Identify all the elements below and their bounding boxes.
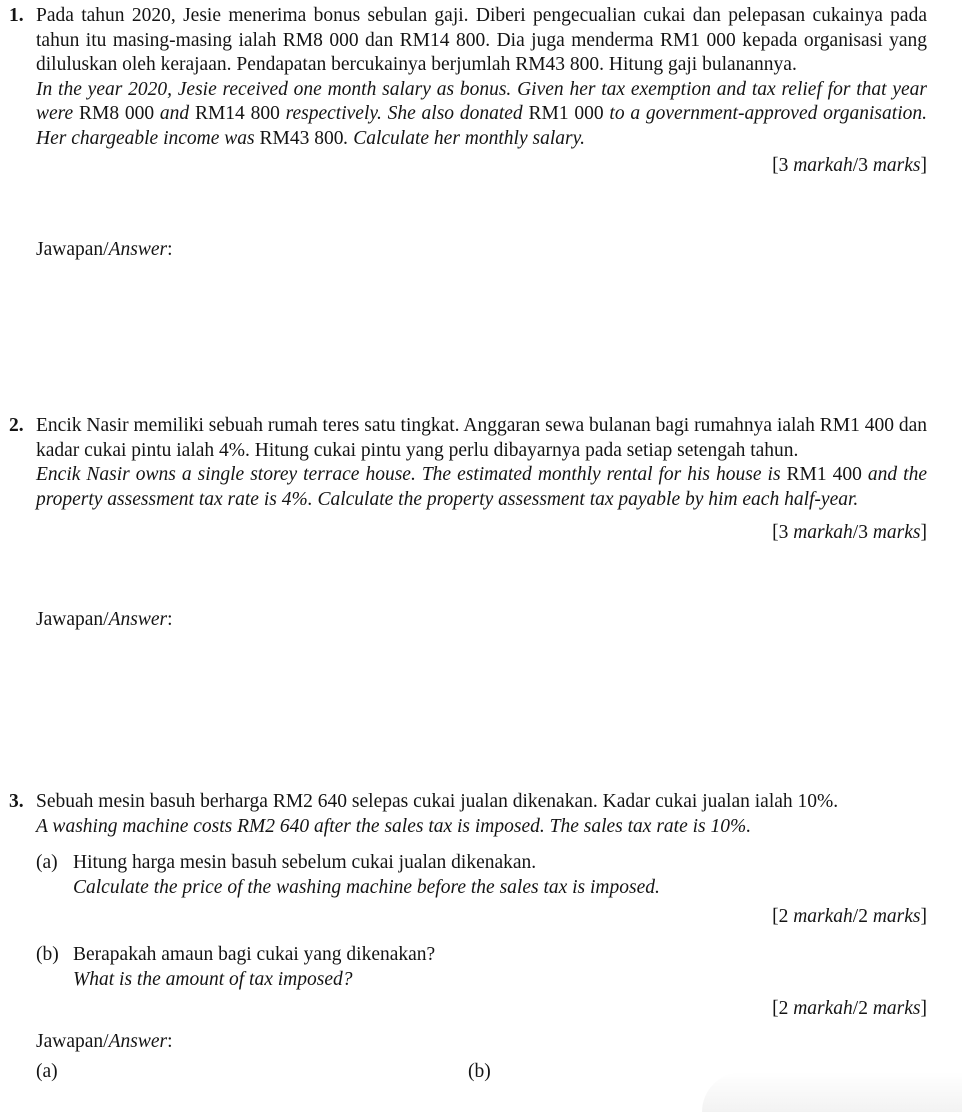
sub-question-text-malay: Hitung harga mesin basuh sebelum cukai jualan dikenakan. (73, 852, 537, 874)
question-text-malay: Encik Nasir memiliki sebuah rumah teres satu tingkat. Anggaran sewa bulanan bagi rumahnya ialah RM1 400 dan kadar cukai pintu ialah 4%. Hitung cukai pintu yang perlu dibayarnya pada setiap setengah tahun. (36, 415, 927, 461)
answer-label: Jawapan/Answer: (36, 609, 173, 630)
sub-question-label: (a) (36, 852, 58, 874)
question-text-english: A washing machine costs RM2 640 after the sales tax is imposed. The sales tax rate is 10%. (36, 815, 752, 837)
sub-question-text-english: What is the amount of tax imposed? (73, 968, 353, 990)
sub-question-text-english: Calculate the price of the washing machine before the sales tax is imposed. (73, 876, 660, 898)
answer-label: Jawapan/Answer: (36, 1031, 173, 1052)
sub-question-b (36, 943, 927, 1022)
question-text-malay: Sebuah mesin basuh berharga RM2 640 selepas cukai jualan dikenakan. Kadar cukai jualan ialah 10%. (36, 791, 839, 812)
answer-label: Jawapan/Answer: (36, 239, 173, 260)
question-1 (9, 4, 927, 178)
marks-allocation: [3 markah/3 marks] (772, 154, 927, 176)
marks-allocation: [2 markah/2 marks] (772, 998, 927, 1020)
answer-part-b-label: (b) (468, 1061, 491, 1082)
question-text-malay: Pada tahun 2020, Jesie menerima bonus sebulan gaji. Diberi pengecualian cukai dan pelepasan cukainya pada tahun itu masing-masing ialah RM8 000 dan RM14 800. Dia juga menderma RM1 000 kepada organisasi yang diluluskan oleh kerajaan. Pendapatan bercukainya berjumlah RM43 800. Hitung gaji bulanannya. (36, 5, 927, 76)
question-text-english: In the year 2020, Jesie received one month salary as bonus. Given her tax exemption and tax relief for that year were RM8 000 and RM14 800 respectively. She also donated RM1 000 to a government-approved organisation. Her chargeable income was RM43 800. Calculate her monthly salary. (36, 78, 927, 149)
marks-allocation: [3 markah/3 marks] (772, 522, 927, 544)
question-number: 3. (9, 791, 24, 812)
question-text-english: Encik Nasir owns a single storey terrace house. The estimated monthly rental for his house is RM1 400 and the property assessment tax rate is 4%. Calculate the property assessment tax payable by him each half-year. (36, 464, 927, 510)
sub-question-label: (b) (36, 943, 59, 965)
answer-space[interactable] (36, 270, 926, 400)
question-2 (9, 414, 927, 546)
marks-allocation: [2 markah/2 marks] (772, 906, 927, 928)
sub-question-a (36, 851, 927, 930)
answer-part-a-label: (a) (36, 1061, 58, 1082)
question-number: 1. (9, 5, 24, 26)
sub-question-text-malay: Berapakah amaun bagi cukai yang dikenakan? (73, 943, 436, 965)
question-3 (9, 790, 927, 1022)
question-number: 2. (9, 415, 24, 436)
page-shadow (702, 1072, 962, 1112)
answer-space[interactable] (36, 640, 926, 770)
